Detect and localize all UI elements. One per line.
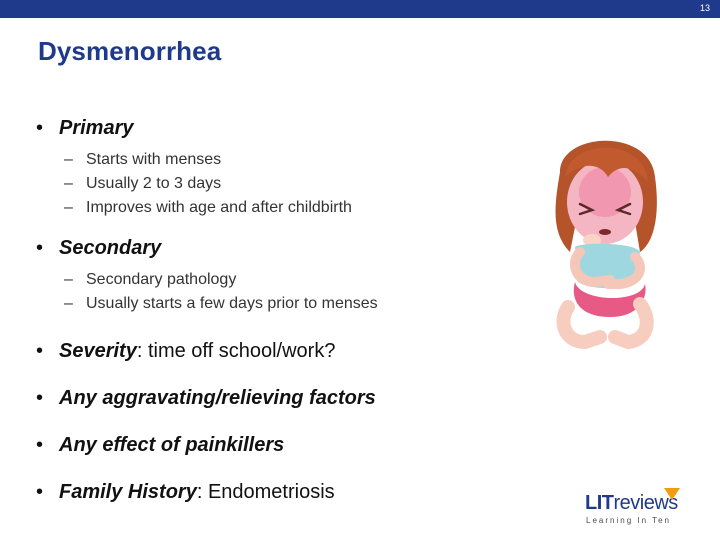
dash-icon: – bbox=[64, 295, 73, 312]
sub-item bbox=[64, 292, 536, 316]
bullet-label: Severity bbox=[59, 340, 137, 362]
bullet-text: : Endometriosis bbox=[196, 481, 335, 503]
sub-item-text: Secondary pathology bbox=[86, 271, 237, 288]
bullet-label: Family History bbox=[59, 481, 197, 503]
header-bar bbox=[0, 0, 720, 18]
bullet-label: Primary bbox=[59, 117, 134, 139]
logo-lit-text: LIT bbox=[585, 492, 614, 514]
bullet-icon: • bbox=[36, 387, 44, 409]
bullet-icon: • bbox=[36, 117, 44, 139]
logo-triangle-icon bbox=[664, 488, 680, 500]
bullet-aggravating bbox=[36, 386, 536, 410]
sub-item-text: Starts with menses bbox=[86, 151, 222, 168]
bullet-label: Any aggravating/relieving factors bbox=[59, 387, 376, 409]
sub-item-text: Usually starts a few days prior to menses bbox=[86, 295, 378, 312]
bullet-icon: • bbox=[36, 237, 44, 259]
bullet-painkillers bbox=[36, 433, 536, 457]
dash-icon: – bbox=[64, 199, 73, 216]
bullet-icon: • bbox=[36, 434, 44, 456]
bullet-family-history bbox=[36, 480, 536, 504]
sub-item-text: Improves with age and after childbirth bbox=[86, 199, 352, 216]
secondary-sublist bbox=[64, 268, 536, 316]
sub-item bbox=[64, 172, 536, 196]
sub-item bbox=[64, 196, 536, 220]
bullet-icon: • bbox=[36, 340, 44, 362]
bullet-secondary bbox=[36, 236, 536, 260]
slide-number: 13 bbox=[699, 3, 710, 13]
logo-reviews-text: reviews bbox=[613, 492, 678, 514]
litreviews-logo bbox=[585, 492, 685, 532]
bullet-primary bbox=[36, 116, 536, 140]
bullet-text: : time off school/work? bbox=[136, 340, 336, 362]
primary-sublist bbox=[64, 148, 536, 220]
bullet-icon: • bbox=[36, 481, 44, 503]
slide-title: Dysmenorrhea bbox=[38, 36, 222, 66]
bullet-severity bbox=[36, 339, 536, 363]
bullet-label: Secondary bbox=[59, 237, 162, 259]
sub-item bbox=[64, 268, 536, 292]
girl-cramp-illustration bbox=[540, 132, 670, 352]
dash-icon: – bbox=[64, 175, 73, 192]
dash-icon: – bbox=[64, 271, 73, 288]
sub-item bbox=[64, 148, 536, 172]
dash-icon: – bbox=[64, 151, 73, 168]
logo-tagline: Learning In Ten bbox=[586, 516, 672, 525]
sub-item-text: Usually 2 to 3 days bbox=[86, 175, 222, 192]
bullet-list bbox=[36, 116, 536, 504]
bullet-label: Any effect of painkillers bbox=[59, 434, 285, 456]
